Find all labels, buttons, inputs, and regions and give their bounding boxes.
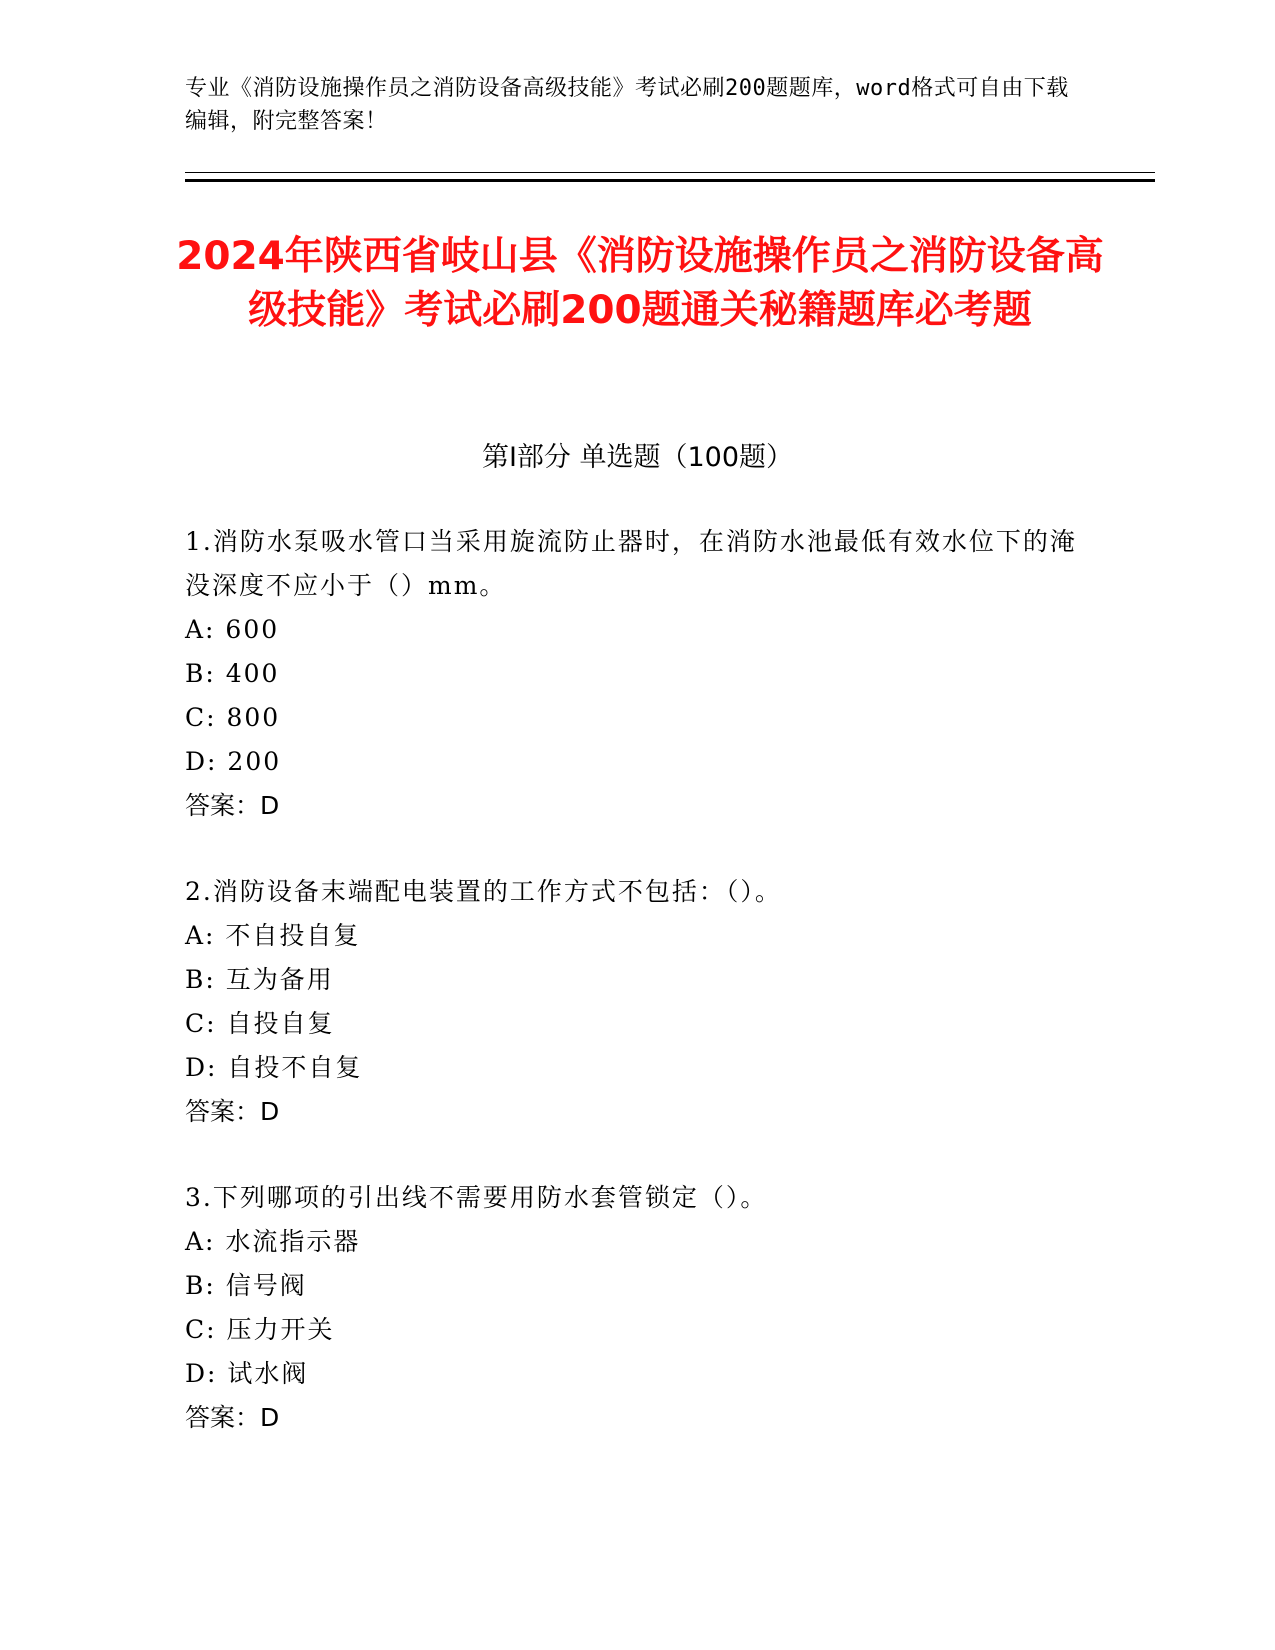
option-b: B: 400 bbox=[185, 659, 280, 688]
option-d: D: 自投不自复 bbox=[185, 1053, 363, 1082]
question-stem: 1.消防水泵吸水管口当采用旋流防止器时，在消防水池最低有效水位下的淹没深度不应小于（）mm。 bbox=[185, 527, 1077, 600]
option-a: A: 水流指示器 bbox=[185, 1227, 361, 1256]
document-title: 2024年陕西省岐山县《消防设施操作员之消防设备高级技能》考试必刷200题通关秘籍题库必考题 bbox=[176, 234, 1104, 333]
header-divider-thin bbox=[185, 172, 1155, 173]
question-1 bbox=[185, 520, 1085, 828]
question-list bbox=[185, 520, 1085, 1482]
option-b: B: 互为备用 bbox=[185, 965, 334, 994]
option-c: C: 压力开关 bbox=[185, 1315, 335, 1344]
question-stem: 2.消防设备末端配电装置的工作方式不包括：（）。 bbox=[185, 877, 782, 906]
option-a: A: 600 bbox=[185, 615, 280, 644]
question-stem: 3.下列哪项的引出线不需要用防水套管锁定（）。 bbox=[185, 1183, 768, 1212]
option-b: B: 信号阀 bbox=[185, 1271, 307, 1300]
section-heading: 第I部分 单选题（100题） bbox=[481, 442, 794, 473]
question-answer: 答案：D bbox=[185, 791, 280, 820]
question-3 bbox=[185, 1176, 1085, 1440]
option-a: A: 不自投自复 bbox=[185, 921, 361, 950]
option-d: D: 试水阀 bbox=[185, 1359, 309, 1388]
option-d: D: 200 bbox=[185, 747, 282, 776]
question-answer: 答案：D bbox=[185, 1097, 280, 1126]
option-c: C: 自投自复 bbox=[185, 1009, 335, 1038]
header-divider-thick bbox=[185, 179, 1155, 182]
option-c: C: 800 bbox=[185, 703, 281, 732]
question-answer: 答案：D bbox=[185, 1403, 280, 1432]
question-2 bbox=[185, 870, 1085, 1134]
header-note: 专业《消防设施操作员之消防设备高级技能》考试必刷200题题库，word格式可自由下载编辑，附完整答案！ bbox=[185, 76, 1069, 134]
